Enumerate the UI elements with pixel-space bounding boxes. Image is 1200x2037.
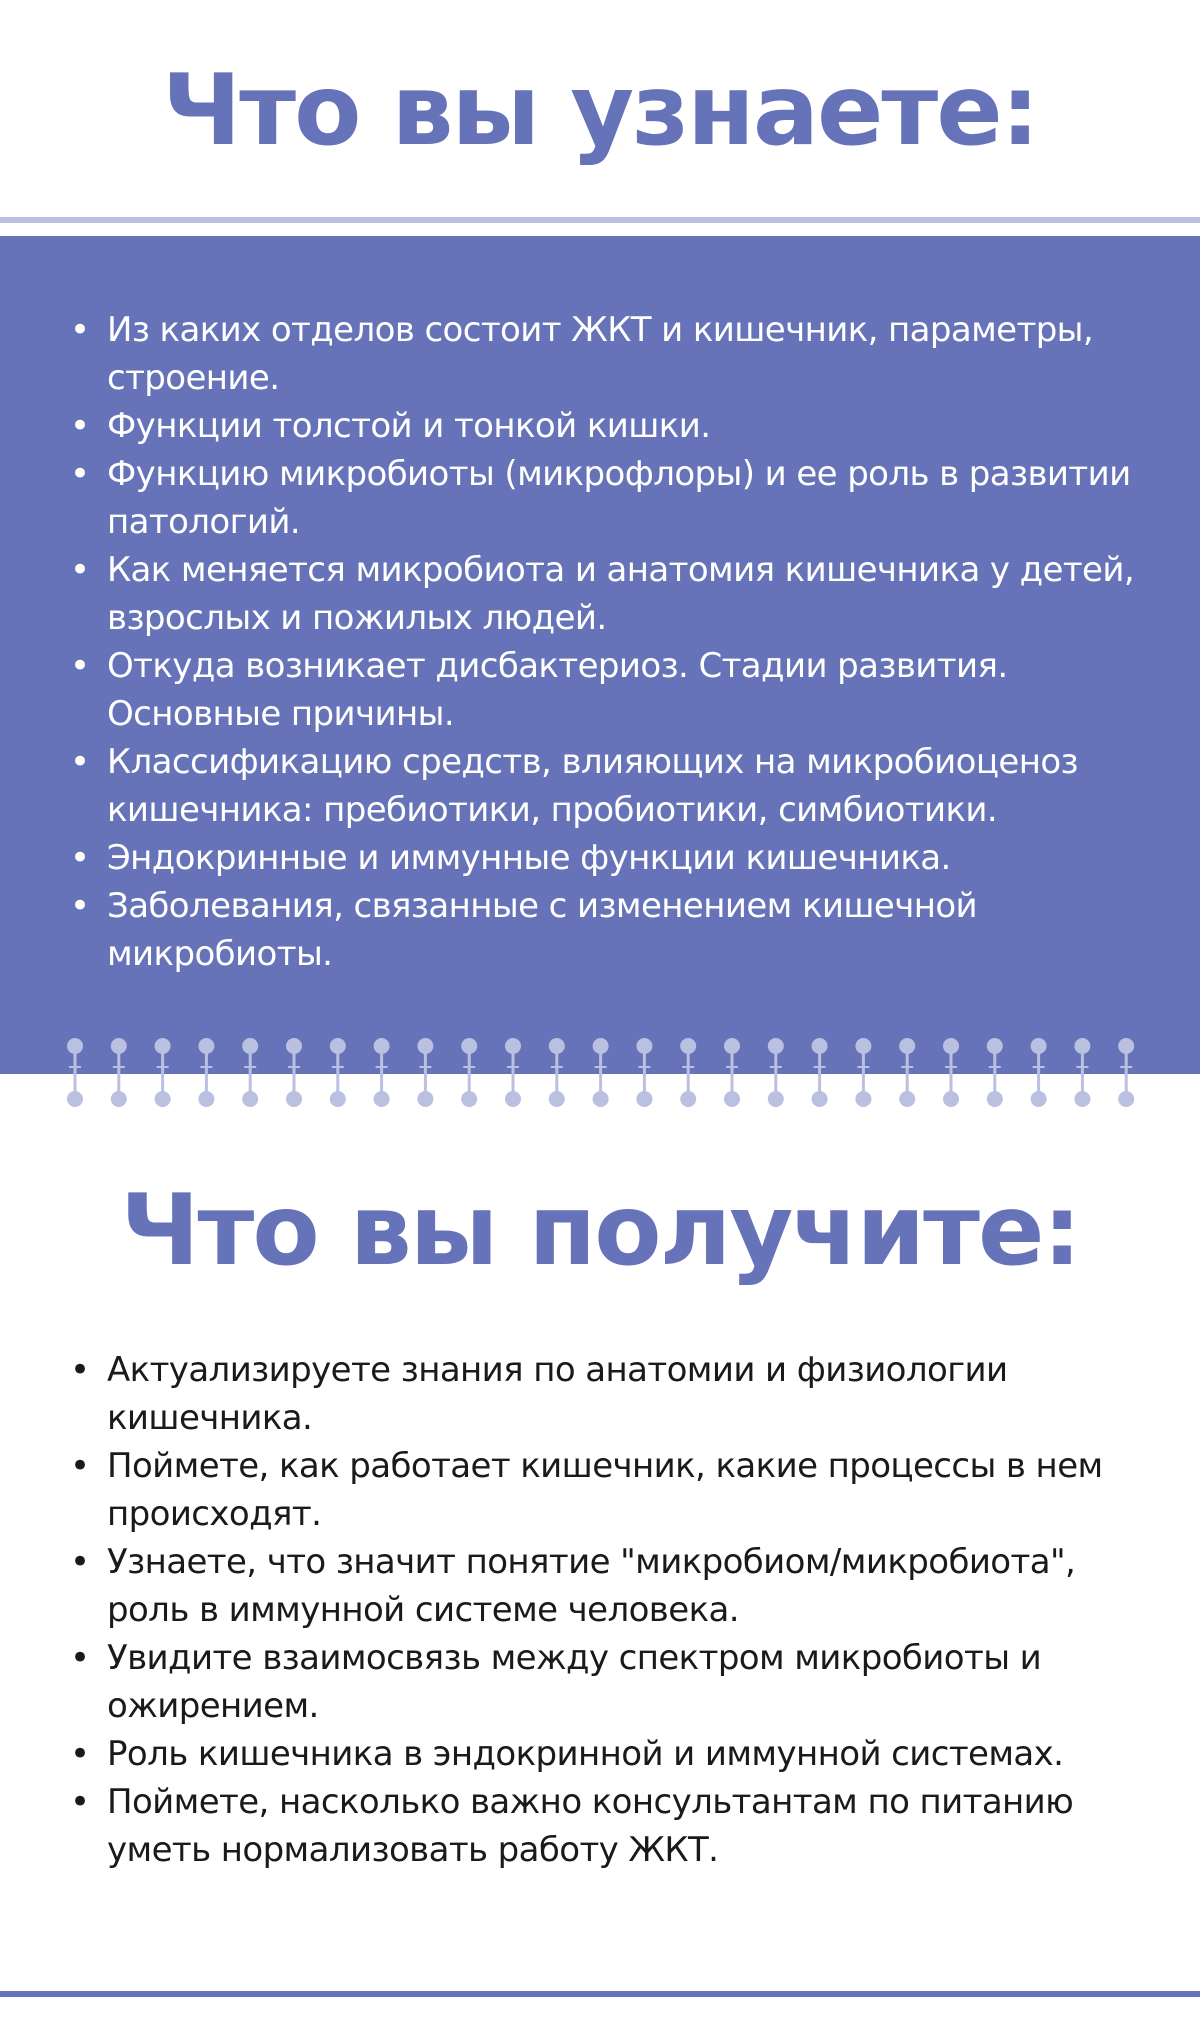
list-item: • Классификацию средств, влияющих на микробиоценоз кишечника: пребиотики, пробиотики, симбиотики.	[70, 738, 1150, 834]
spiral-ring	[417, 1038, 433, 1107]
bottom-divider-line	[0, 1991, 1200, 1997]
learn-list	[70, 306, 1150, 978]
spiral-ring	[812, 1038, 828, 1107]
spiral-binding-decoration	[0, 1030, 1200, 1130]
get-list	[70, 1346, 1150, 1874]
spiral-ring	[636, 1038, 652, 1107]
spiral-ring	[286, 1038, 302, 1107]
spiral-ring	[330, 1038, 346, 1107]
divider-line	[0, 217, 1200, 223]
list-item: • Как меняется микробиота и анатомия кишечника у детей, взрослых и пожилых людей.	[70, 546, 1150, 642]
spiral-ring	[1074, 1038, 1090, 1107]
section-title-get: Что вы получите:	[120, 1174, 1080, 1288]
spiral-ring	[67, 1038, 83, 1107]
list-item: • Актуализируете знания по анатомии и физиологии кишечника.	[70, 1346, 1150, 1442]
spiral-ring	[198, 1038, 214, 1107]
spiral-ring	[374, 1038, 390, 1107]
spiral-ring	[1118, 1038, 1134, 1107]
list-item: • Поймете, насколько важно консультантам по питанию уметь нормализовать работу ЖКТ.	[70, 1778, 1150, 1874]
spiral-ring	[943, 1038, 959, 1107]
spiral-ring	[680, 1038, 696, 1107]
spiral-ring	[549, 1038, 565, 1107]
list-item: • Функцию микробиоты (микрофлоры) и ее роль в развитии патологий.	[70, 450, 1150, 546]
spiral-ring	[111, 1038, 127, 1107]
list-item: • Откуда возникает дисбактериоз. Стадии развития. Основные причины.	[70, 642, 1150, 738]
section-title-learn: Что вы узнаете:	[162, 54, 1038, 168]
list-item: • Увидите взаимосвязь между спектром микробиоты и ожирением.	[70, 1634, 1150, 1730]
list-item: • Роль кишечника в эндокринной и иммунной системах.	[70, 1730, 1150, 1778]
list-item: • Заболевания, связанные с изменением кишечной микробиоты.	[70, 882, 1150, 978]
spiral-ring	[505, 1038, 521, 1107]
spiral-ring	[242, 1038, 258, 1107]
spiral-ring	[855, 1038, 871, 1107]
spiral-ring	[987, 1038, 1003, 1107]
spiral-ring	[461, 1038, 477, 1107]
spiral-ring	[593, 1038, 609, 1107]
spiral-ring	[1031, 1038, 1047, 1107]
list-item: • Узнаете, что значит понятие "микробиом/микробиота", роль в иммунной системе человека.	[70, 1538, 1150, 1634]
list-item: • Из каких отделов состоит ЖКТ и кишечник, параметры, строение.	[70, 306, 1150, 402]
spiral-ring	[768, 1038, 784, 1107]
spiral-ring	[724, 1038, 740, 1107]
list-item: • Поймете, как работает кишечник, какие процессы в нем происходят.	[70, 1442, 1150, 1538]
spiral-ring	[899, 1038, 915, 1107]
list-item: • Функции толстой и тонкой кишки.	[70, 402, 1150, 450]
list-item: • Эндокринные и иммунные функции кишечника.	[70, 834, 1150, 882]
spiral-ring	[155, 1038, 171, 1107]
